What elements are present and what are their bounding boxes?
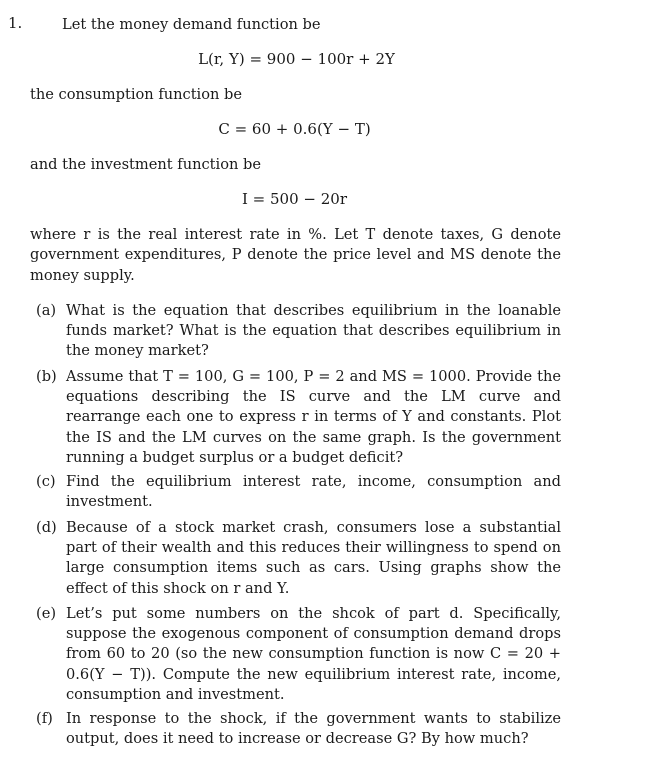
part-b bbox=[30, 367, 561, 468]
part-text: Assume that T = 100, G = 100, P = 2 and MS = 1000. Provide the equations describing the IS curve and the LM curve and rearrange each one to express r in terms of Y and constants. Plot the IS and the LM curves on the same graph. Is the government running a budget surplus or a budget deficit? bbox=[66, 368, 561, 466]
part-label: (d) bbox=[36, 519, 57, 536]
part-d bbox=[30, 518, 561, 599]
intro-text: Let the money demand function be bbox=[62, 16, 321, 33]
part-f bbox=[30, 709, 561, 749]
consumption-equation: C = 60 + 0.6(Y − T) bbox=[218, 120, 371, 138]
consumption-intro-text: the consumption function be bbox=[30, 86, 243, 103]
part-text: What is the equation that describes equilibrium in the loanable funds market? What is the equation that describes equilibrium in the money market? bbox=[66, 302, 561, 360]
variable-definitions: where r is the real interest rate in %. Let T denote taxes, G denote government expenditures, P denote the price level and MS denote the money supply. bbox=[30, 226, 561, 284]
part-a bbox=[30, 301, 561, 362]
part-label: (b) bbox=[36, 368, 57, 385]
part-text: Because of a stock market crash, consumers lose a substantial part of their wealth and this reduces their willingness to spend on large consumption items such as cars. Using graphs show the effect of this shock on r and Y. bbox=[66, 519, 561, 597]
investment-equation: I = 500 − 20r bbox=[241, 190, 348, 208]
part-text: In response to the shock, if the government wants to stabilize output, does it need to increase or decrease G? By how much? bbox=[66, 710, 561, 748]
money-demand-equation: L(r, Y) = 900 − 100r + 2Y bbox=[198, 50, 395, 68]
part-label: (e) bbox=[36, 605, 57, 622]
part-c bbox=[30, 472, 561, 512]
investment-intro-text: and the investment function be bbox=[30, 156, 262, 173]
part-text: Let’s put some numbers on the shcok of part d. Specifically, suppose the exogenous component of consumption demand drops from 60 to 20 (so the new consumption function is now C = 20 + 0.6(Y − T)). Compute the new equilibrium interest rate, income, consumption and investment. bbox=[66, 605, 561, 703]
part-label: (f) bbox=[36, 710, 53, 727]
part-label: (c) bbox=[36, 473, 56, 490]
question-number: 1. bbox=[8, 14, 23, 32]
part-label: (a) bbox=[36, 302, 57, 319]
part-text: Find the equilibrium interest rate, income, consumption and investment. bbox=[66, 473, 561, 511]
part-e bbox=[30, 604, 561, 705]
